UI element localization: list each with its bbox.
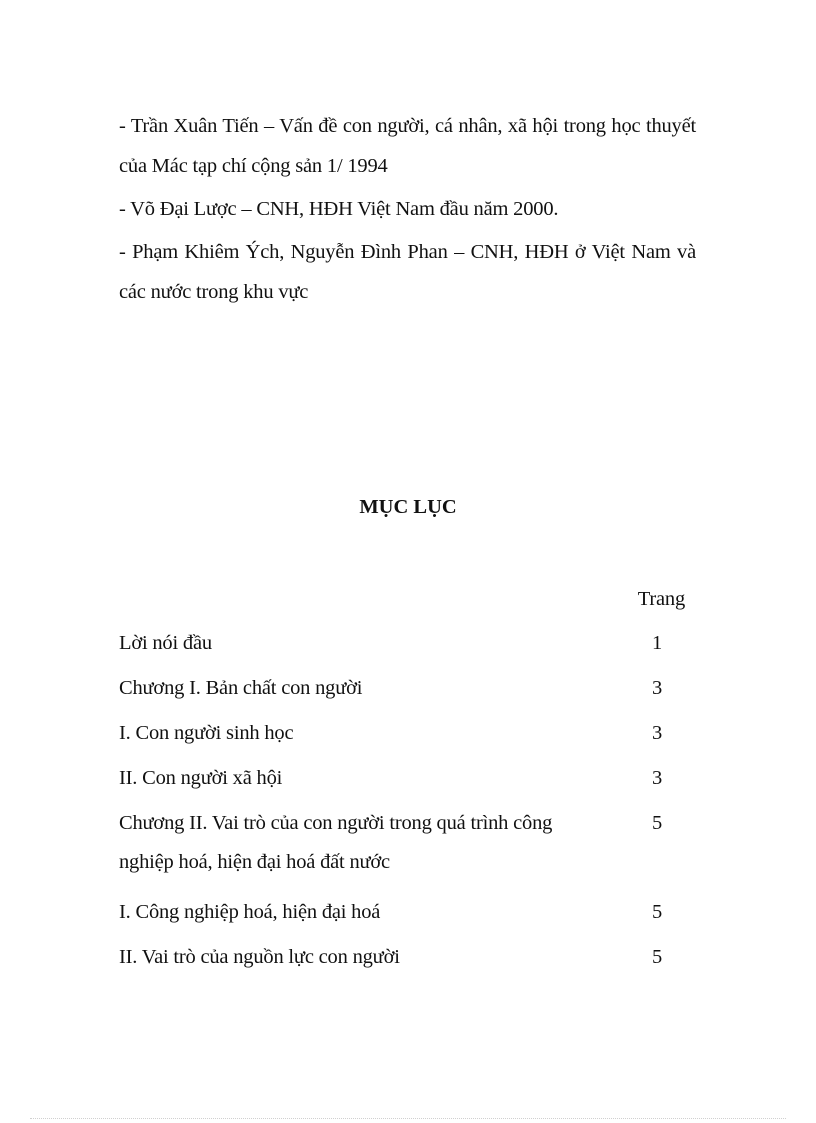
- toc-entry-label: Chương II. Vai trò của con người trong quá trình công nghiệp hoá, hiện đại hoá đất nước: [119, 811, 553, 873]
- toc-entry-label: II. Con người xã hội: [119, 767, 283, 789]
- toc-entry: [119, 897, 685, 927]
- table-of-contents: [119, 584, 685, 987]
- toc-entry-page: 5: [651, 945, 663, 968]
- reference-item: - Phạm Khiêm Ých, Nguyễn Đình Phan – CNH, HĐH ở Việt Nam và các nước trong khu vực: [119, 241, 696, 303]
- toc-entry-label: II. Vai trò của nguồn lực con người: [119, 945, 400, 968]
- toc-entry-page: 1: [651, 632, 663, 654]
- toc-entry-label: I. Công nghiệp hoá, hiện đại hoá: [119, 900, 381, 923]
- toc-entry-page: 5: [651, 900, 663, 923]
- toc-entry-page: 3: [651, 767, 663, 789]
- toc-entry-page: 3: [651, 722, 663, 744]
- toc-title: MỤC LỤC: [359, 496, 457, 518]
- toc-entry-label: I. Con người sinh học: [119, 722, 294, 744]
- toc-entry-label: Chương I. Bản chất con người: [119, 677, 363, 699]
- toc-entry: [119, 718, 685, 748]
- toc-entry: [119, 763, 685, 793]
- reference-list: [119, 106, 696, 315]
- toc-page-column-header: Trang: [637, 588, 685, 610]
- toc-entry: [119, 628, 685, 658]
- reference-item: - Võ Đại Lược – CNH, HĐH Việt Nam đầu năm 2000.: [119, 198, 559, 220]
- toc-entry-page: 3: [651, 677, 663, 699]
- reference-item: - Trần Xuân Tiến – Vấn đề con người, cá nhân, xã hội trong học thuyết của Mác tạp chí cộng sản 1/ 1994: [119, 115, 696, 177]
- toc-entry: [119, 808, 685, 882]
- toc-entry: [119, 673, 685, 703]
- toc-entry: [119, 942, 685, 972]
- toc-entry-page: 5: [651, 812, 663, 834]
- page-bottom-divider: [30, 1118, 786, 1119]
- toc-entry-label: Lời nói đầu: [119, 632, 212, 654]
